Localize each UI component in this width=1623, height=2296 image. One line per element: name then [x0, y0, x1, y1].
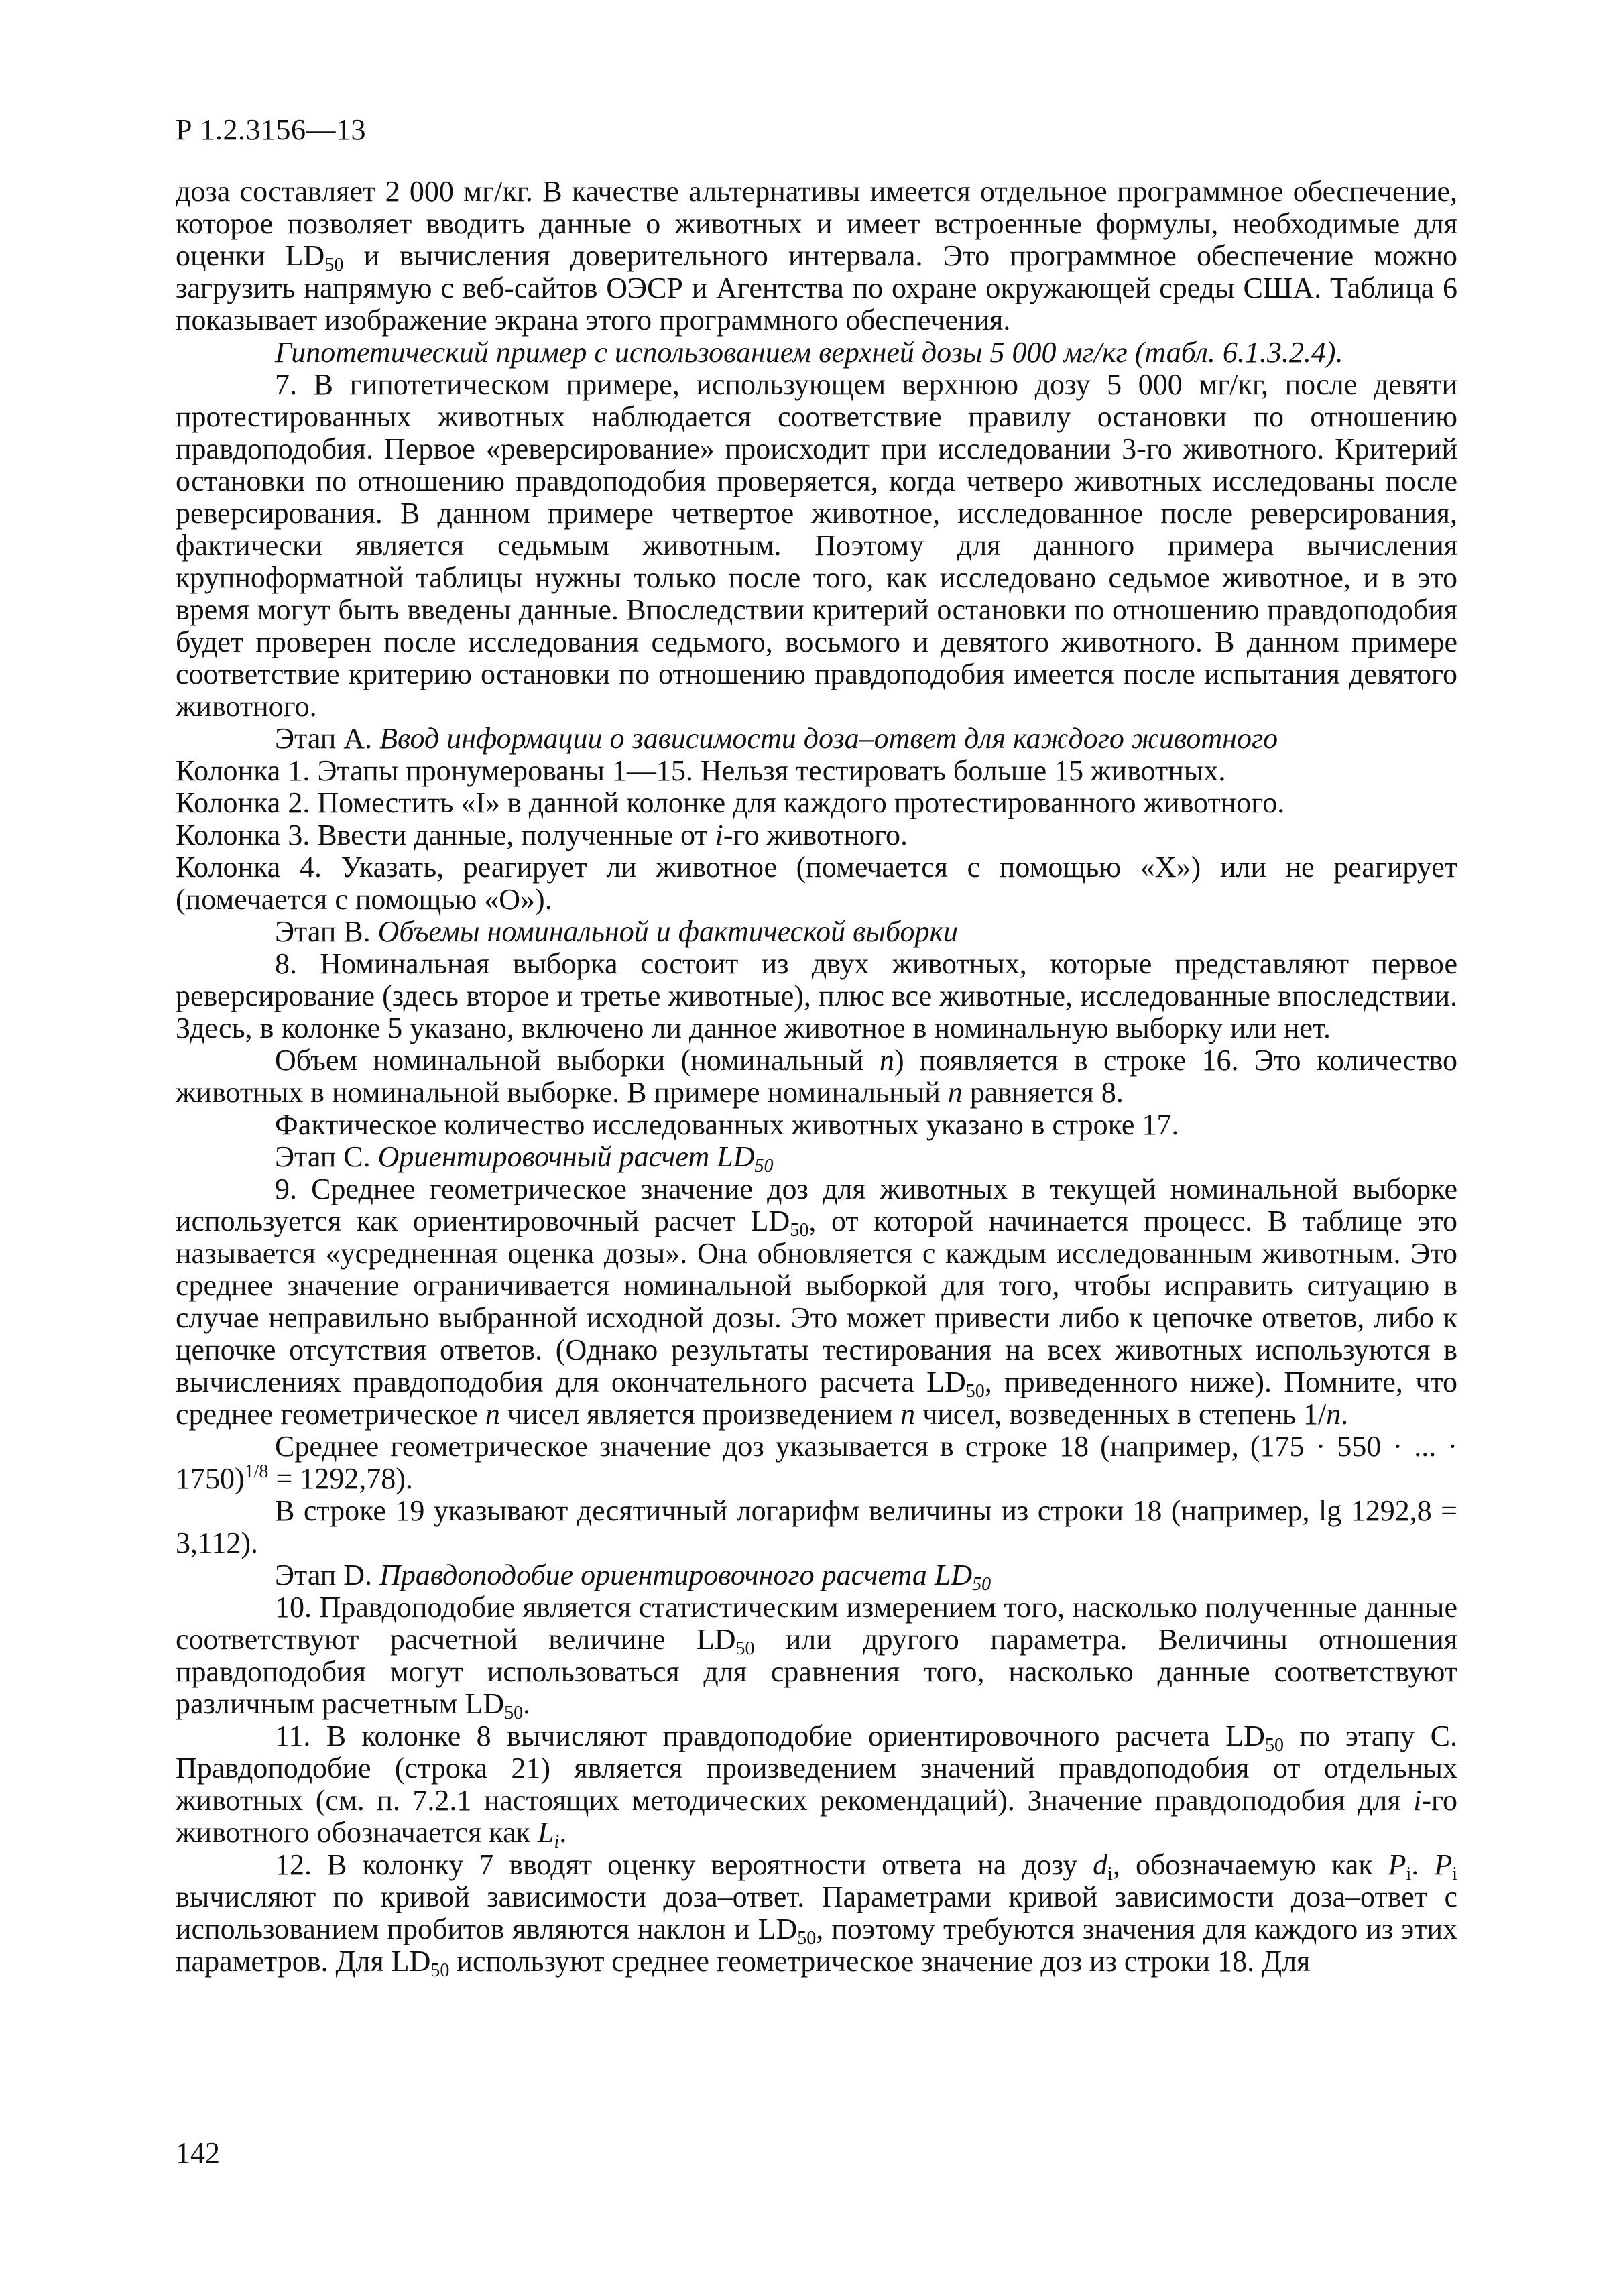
- paragraph-8: 8. Номинальная выборка состоит из двух животных, которые представляют первое реверсирование (здесь второе и третье животные), плюс все животные, исследованные впоследствии. Здесь, в колонке 5 указано, включено ли данное животное в номинальную выборку или нет.: [176, 947, 1457, 1044]
- stage-d-heading: Этап D. Правдоподобие ориентировочного расчета $LD_{50}$: [275, 1559, 991, 1595]
- stage-a-heading: Этап А. Ввод информации о зависимости доза–ответ для каждого животного: [275, 722, 1278, 755]
- paragraph-10: 10. Правдоподобие является статистическим измерением того, насколько полученные данные соответствуют расчетной величине $LD_{50}$ или другого параметра. Величины отношения правдоподобия могут использоваться для сравнения того, насколько данные соответствуют различным расчетным $LD_{50}$.: [176, 1591, 1457, 1724]
- paragraph-11: 11. В колонке 8 вычисляют правдоподобие ориентировочного расчета $LD_{50}$ по этапу С. Правдоподобие (строка 21) является произведением значений правдоподобия от отдельных животных (см. п. 7.2.1 настоящих методических рекомендаций). Значение правдоподобия для i-го животного обозначается как $L_i$.: [176, 1719, 1457, 1852]
- paragraph-9h: В строке 19 указывают десятичный логарифм величины из строки 18 (например, lg 1292,8 = 3,112).: [176, 1494, 1457, 1559]
- column-4-note: Колонка 4. Указать, реагирует ли животное (помечается с помощью «X») или не реагирует (помечается с помощью «O»).: [176, 851, 1457, 916]
- paragraph-7: 7. В гипотетическом примере, использующем верхнюю дозу 5 000 мг/кг, после девяти протестированных животных наблюдается соответствие правилу остановки по отношению правдоподобия. Первое «реверсирование» происходит при исследовании 3-го животного. Критерий остановки по отношению правдоподобия проверяется, когда четверо животных исследованы после реверсирования. В данном примере четвертое животное, исследованное после реверсирования, фактически является седьмым животным. Поэтому для данного примера вычисления крупноформатной таблицы нужны только после того, как исследовано седьмое животное, и в это время могут быть введены данные. Впоследствии критерий остановки по отношению правдоподобия будет проверен после исследования седьмого, восьмого и девятого животного. В данном примере соответствие критерию остановки по отношению правдоподобия имеется после испытания девятого животного.: [176, 368, 1457, 723]
- stage-c-heading: Этап С. Ориентировочный расчет $LD_{50}$: [275, 1140, 774, 1176]
- stage-b-heading: Этап В. Объемы номинальной и фактической выборки: [275, 915, 959, 948]
- paragraph-12: 12. В колонку 7 вводят оценку вероятности ответа на дозу $d_i$, обозначаемую как $P_i$. $P_i$ вычисляют по кривой зависимости доза–ответ. Параметрами кривой зависимости доза–ответ с использованием пробитов являются наклон и $LD_{50}$, поэтому требуются значения для каждого из этих параметров. Для $LD_{50}$ используют среднее геометрическое значение доз из строки 18. Для: [176, 1848, 1458, 1981]
- column-3-note: Колонка 3. Ввести данные, полученные от i-го животного.: [176, 819, 908, 851]
- paragraph: доза составляет 2 000 мг/кг. В качестве альтернативы имеется отдельное программное обеспечение, которое позволяет вводить данные о животных и имеет встроенные формулы, необходимые для оценки $LD_{50}$ и вычисления доверительного интервала. Это программное обеспечение можно загрузить напрямую с веб-сайтов ОЭСР и Агентства по охране окружающей среды США. Таблица 6 показывает изображение экрана этого программного обеспечения.: [176, 175, 1457, 337]
- page-number: 142: [176, 2136, 220, 2169]
- document-code: Р 1.2.3156—13: [176, 113, 366, 146]
- column-2-note: Колонка 2. Поместить «I» в данной колонке для каждого протестированного животного.: [176, 786, 1285, 819]
- paragraph-9: 9. Среднее геометрическое значение доз для животных в текущей номинальной выборке используется как ориентировочный расчет $LD_{50}$, от которой начинается процесс. В таблице это называется «усредненная оценка дозы». Она обновляется с каждым исследованным животным. Это среднее значение ограничивается номинальной выборкой для того, чтобы исправить ситуацию в случае неправильно выбранной исходной дозы. Это может привести либо к цепочке ответов, либо к цепочке отсутствия ответов. (Однако результаты тестирования на всех животных используются в вычислениях правдоподобия для окончательного расчета $LD_{50}$, приведенного ниже). Помните, что среднее геометрическое n чисел является произведением n чисел, возведенных в степень 1/n.: [176, 1172, 1458, 1431]
- body-text: [176, 175, 1458, 1981]
- example-heading: Гипотетический пример с использованием верхней дозы 5 000 мг/кг (табл. 6.1.3.2.4).: [275, 336, 1343, 369]
- paragraph-8b: Объем номинальной выборки (номинальный n) появляется в строке 16. Это количество животных в номинальной выборке. В примере номинальный n равняется 8.: [176, 1044, 1458, 1109]
- paragraph-8c: Фактическое количество исследованных животных указано в строке 17.: [275, 1108, 1179, 1141]
- column-1-note: Колонка 1. Этапы пронумерованы 1—15. Нельзя тестировать больше 15 животных.: [176, 754, 1226, 787]
- paragraph-9g: Среднее геометрическое значение доз указывается в строке 18 (например, (175 · 550 · ... · 1750)$^{1/8}$ = 1292,78).: [176, 1430, 1457, 1495]
